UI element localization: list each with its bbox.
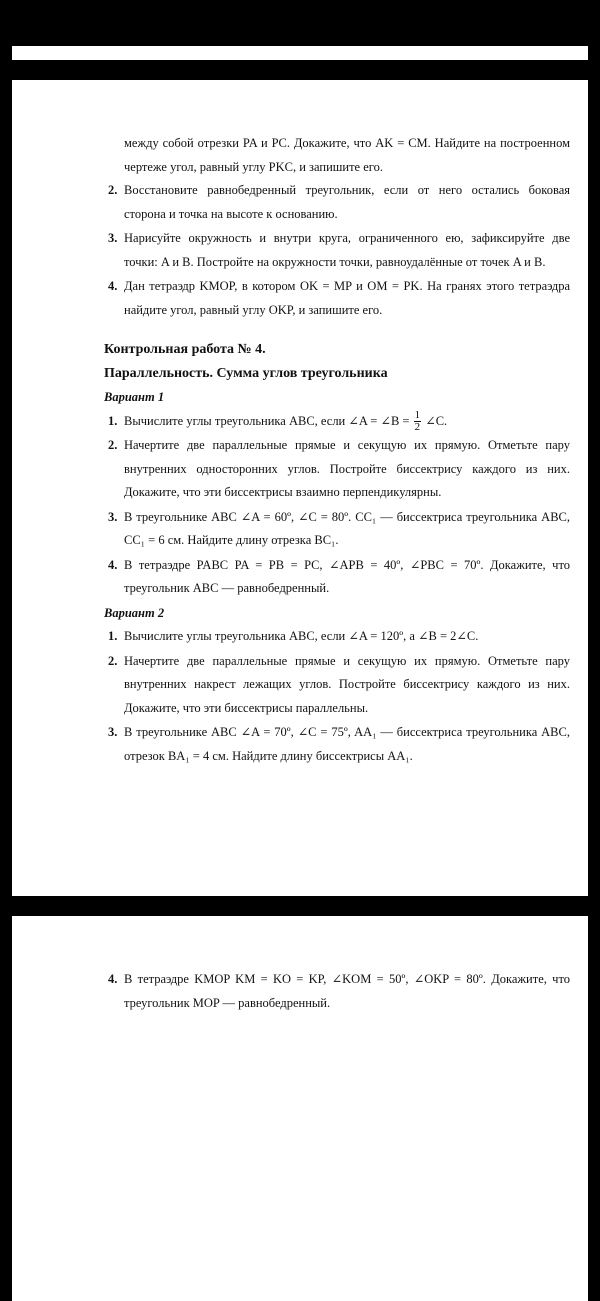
variant-2-label: Вариант 2 — [104, 605, 165, 620]
fraction-numerator: 1 — [414, 409, 421, 422]
task-number: 4. — [108, 972, 118, 986]
v1-task-3 — [108, 506, 570, 553]
task-text: В треугольнике ABC ∠A = 60º, ∠C = 80º. CC₁ — биссектриса треугольника ABC, CC₁ = 6 см. Найдите длину отрезка BC₁. — [124, 509, 570, 548]
v1-task-4 — [108, 554, 570, 601]
document-page-2 — [12, 916, 588, 1301]
task-number: 4. — [108, 557, 118, 572]
prev-task-4 — [108, 275, 570, 322]
page-2-content — [108, 968, 570, 1016]
page-1-content — [104, 132, 570, 769]
task-text: В тетраэдре PABC PA = PB = PC, ∠APB = 40º, ∠PBC = 70º. Докажите, что треугольник ABC — равнобедренный. — [124, 557, 570, 596]
task-text: В тетраэдре KMOP KM = KO = KP, ∠KOM = 50º, ∠OKP = 80º. Докажите, что треугольник MOP — равнобедренный. — [124, 972, 570, 1010]
fraction-denominator: 2 — [414, 421, 421, 434]
prev-task-2 — [108, 179, 570, 226]
task-number: 2. — [108, 653, 118, 668]
top-strip — [12, 46, 588, 60]
task-text: В треугольнике ABC ∠A = 70º, ∠C = 75º, AA₁ — биссектриса треугольника ABC, отрезок BA₁ = 4 см. Найдите длину биссектрисы AA₁. — [124, 725, 570, 763]
test-topic: Параллельность. Сумма углов треугольника — [104, 366, 388, 381]
v2-task-4 — [108, 968, 570, 1015]
task-text: Восстановите равнобедренный треугольник, если от него остались боковая сторона и точка на высоте к основанию. — [124, 183, 570, 221]
variant-1-label: Вариант 1 — [104, 390, 165, 404]
continued-task-text: между собой отрезки PA и PC. Докажите, что AK = CM. Найдите на построенном чертеже угол, равный углу PKC, и запишите его. — [124, 136, 570, 174]
task-number: 3. — [108, 231, 118, 245]
v2-task-3 — [108, 721, 570, 768]
v1-task-1 — [108, 410, 570, 434]
task-text: Дан тетраэдр KMOP, в котором OK = MP и OM = PK. На гранях этого тетраэдра найдите угол, равный углу OKP, и запишите его. — [124, 279, 570, 317]
task-text-post: ∠C. — [425, 413, 448, 428]
test-title: Контрольная работа № 4. — [104, 342, 266, 357]
prev-task-3 — [108, 227, 570, 274]
task-text: Нарисуйте окружность и внутри круга, ограниченного ею, зафиксируйте две точки: A и B. Постройте на окружности точки, равноудалённые от точек A и B. — [124, 231, 570, 269]
v1-task-2 — [108, 434, 570, 505]
task-number: 1. — [108, 413, 118, 428]
v2-task-1 — [108, 625, 570, 649]
task-number: 3. — [108, 509, 118, 524]
task-text: Начертите две параллельные прямые и секущую их прямую. Отметьте пару внутренних накрест лежащих углов. Постройте биссектрису каждого из них. Докажите, что эти биссектрисы параллельны. — [124, 653, 570, 715]
task-text: Начертите две параллельные прямые и секущую их прямую. Отметьте пару внутренних односторонних углов. Постройте биссектрису каждого из них. Докажите, что эти биссектрисы взаимно перпендикулярны. — [124, 438, 570, 500]
task-number: 3. — [108, 725, 118, 740]
task-text: Вычислите углы треугольника ABC, если ∠A = 120º, а ∠B = 2∠C. — [124, 629, 479, 644]
task-number: 1. — [108, 629, 118, 644]
task-number: 4. — [108, 279, 118, 293]
v2-task-2 — [108, 650, 570, 721]
document-page-1 — [12, 80, 588, 896]
task-text-pre: Вычислите углы треугольника ABC, если ∠A = ∠B = — [124, 413, 410, 428]
task-number: 2. — [108, 438, 118, 453]
fraction-one-half — [414, 410, 422, 433]
task-number: 2. — [108, 183, 118, 197]
